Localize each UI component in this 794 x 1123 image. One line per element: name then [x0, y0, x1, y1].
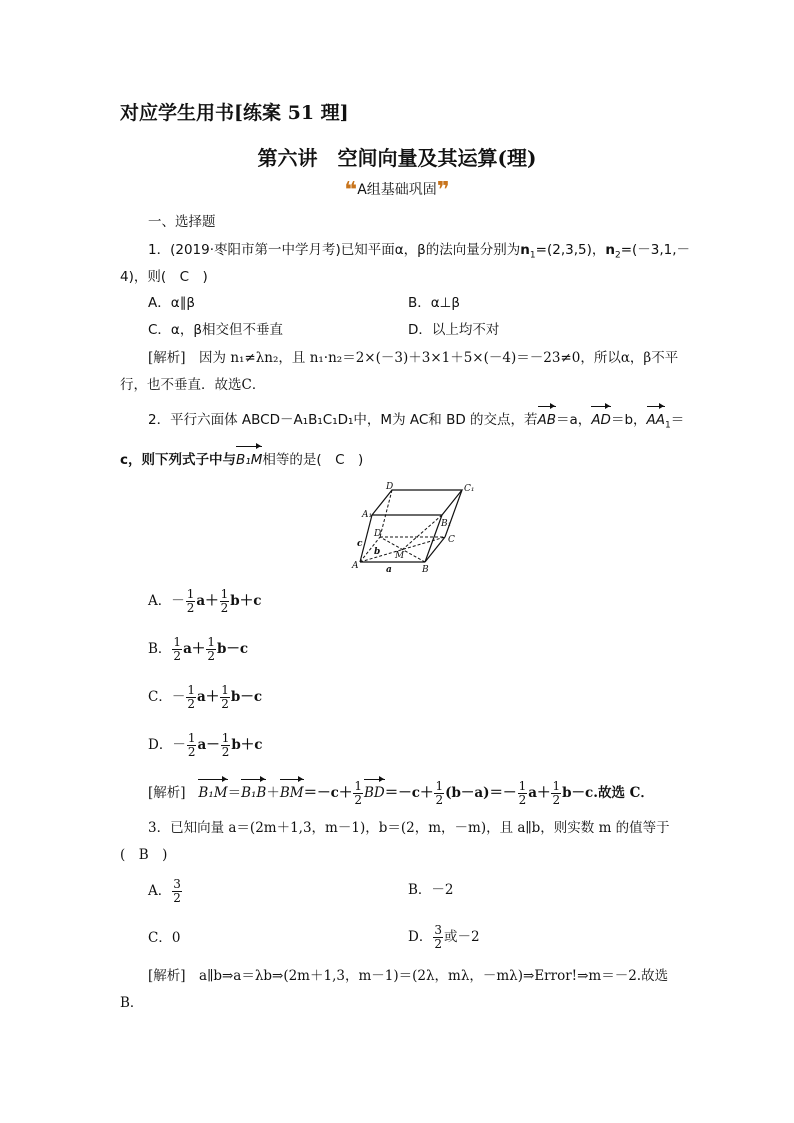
- q3-option-c: C．0: [148, 930, 181, 946]
- label-b: B: [422, 565, 429, 575]
- q1-option-d: D．以上均不对: [408, 322, 500, 338]
- label-d: D: [374, 529, 382, 539]
- q3-option-d: D． $\frac{3}{2}$ 或－2: [408, 923, 480, 951]
- label-vec-a: a: [386, 565, 392, 575]
- label-vec-b: b: [374, 547, 381, 557]
- lecture-title: 第六讲 空间向量及其运算(理): [257, 146, 537, 170]
- q1-option-c: C．α，β相交但不垂直: [148, 322, 283, 338]
- q1-stem-line1: 1．(2019·枣阳市第一中学月考)已知平面α，β的法向量分别为$n_1=(2,3,5)$，$n_2=(-3,1,-$: [148, 242, 691, 261]
- label-a1: A₁: [362, 510, 373, 520]
- q3-option-b: B．－2: [408, 882, 454, 898]
- parallelepiped-figure: [350, 480, 480, 575]
- q1-stem-line2: 4)，则( C ): [120, 269, 208, 285]
- page-header: 对应学生用书[练案 51 理]: [120, 102, 349, 124]
- label-b1: B₁: [441, 519, 452, 529]
- q2-solution: [解析] B₁M＝B₁B＋BM＝－c＋ $\frac{1}{2}$ BD＝－c＋ $\frac{1}{2}$ (b－a)＝－ $\frac{1}{2}$ a＋ $\frac{1}{2}$ b－c.故选 C．: [148, 779, 654, 807]
- label-m: M: [395, 551, 405, 561]
- label-vec-c: c: [357, 539, 363, 549]
- group-banner: [0, 178, 794, 203]
- open-quote-icon: ❝: [344, 178, 358, 203]
- top-face: [372, 490, 462, 515]
- edge-c1c: [445, 490, 462, 537]
- close-quote-icon: ❞: [436, 178, 450, 203]
- q2-stem-line2: c，则下列式子中与B₁M相等的是( C ): [120, 452, 364, 468]
- q3-solution-line2: B．: [120, 995, 144, 1011]
- label-c1: C₁: [464, 484, 475, 494]
- label-a: A: [352, 561, 359, 571]
- q1-option-a: A．α∥β: [148, 295, 195, 311]
- q1-solution-line2: 行，也不垂直．故选C．: [120, 377, 266, 393]
- q3-stem-line2: ( B ): [120, 847, 168, 863]
- label-c: C: [448, 535, 455, 545]
- q2-option-d: D．－ $\frac{1}{2}$ a－ $\frac{1}{2}$ b＋c: [148, 731, 263, 759]
- q1-solution-line1: [解析] 因为 n₁≠λn₂，且 n₁·n₂＝2×(－3)＋3×1＋5×(－4)＝－23≠0，所以α，β不平: [148, 350, 679, 366]
- label-d1: D: [386, 482, 394, 492]
- edge-bc: [425, 537, 445, 562]
- group-label: A组基础巩固: [357, 182, 437, 198]
- q3-solution-line1: [解析] a∥b⇒a＝λb⇒(2m＋1,3，m－1)＝(2λ，mλ，－mλ)⇒Error!⇒m＝－2.故选: [148, 968, 669, 984]
- q3-option-a: A． $\frac{3}{2}$: [148, 877, 181, 905]
- q3-stem-line1: 3．已知向量 a＝(2m＋1,3，m－1)，b＝(2，m，－m)，且 a∥b，则实数 m 的值等于: [148, 820, 670, 836]
- q2-stem-line1: 2．平行六面体 ABCD－A₁B₁C₁D₁中，M为 AC和 BD 的交点，若AB＝a，AD＝b，$AA_1=$: [148, 412, 685, 431]
- section-heading: 一、选择题: [148, 214, 216, 230]
- q2-option-c: C．－ $\frac{1}{2}$ a＋ $\frac{1}{2}$ b－c: [148, 683, 263, 711]
- q2-option-a: A．－ $\frac{1}{2}$ a＋ $\frac{1}{2}$ b＋c: [148, 587, 262, 615]
- q1-option-b: B．α⊥β: [408, 295, 461, 311]
- q2-option-b: B． $\frac{1}{2}$ a＋ $\frac{1}{2}$ b－c: [148, 635, 249, 663]
